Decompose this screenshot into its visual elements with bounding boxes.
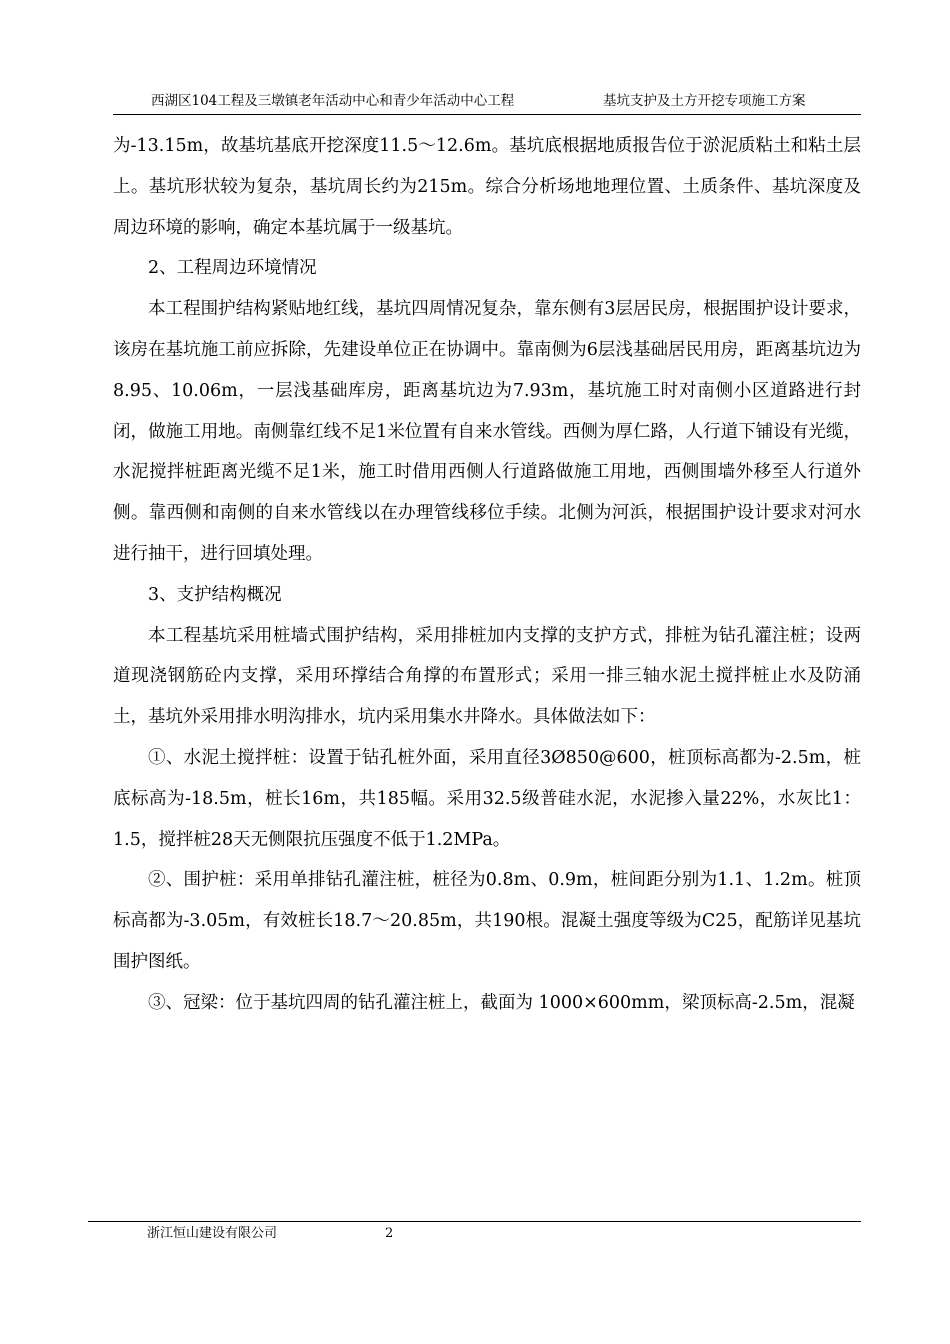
footer-divider	[88, 1221, 861, 1222]
paragraph-retaining-pile: ②、围护桩：采用单排钻孔灌注桩，桩径为0.8m、0.9m，桩间距分别为1.1、1.2m。桩顶标高都为-3.05m，有效桩长18.7～20.85m，共190根。混凝土强度等级为C25，配筋详见基坑围护图纸。	[113, 870, 861, 972]
section-heading-surroundings: 2、工程周边环境情况	[148, 258, 317, 279]
page-number: 2	[385, 1226, 394, 1241]
header-divider	[113, 114, 861, 115]
paragraph-support-overview: 本工程基坑采用桩墙式围护结构，采用排桩加内支撑的支护方式，排桩为钻孔灌注桩；设两道现浇钢筋砼内支撑，采用环撑结合角撑的布置形式；采用一排三轴水泥土搅拌桩止水及防涌土，基坑外采用排水明沟排水，坑内采用集水井降水。具体做法如下：	[113, 625, 861, 728]
body-text	[113, 126, 861, 1024]
header-project-title: 西湖区104工程及三墩镇老年活动中心和青少年活动中心工程	[151, 93, 515, 109]
paragraph-crown-beam: ③、冠梁：位于基坑四周的钻孔灌注桩上，截面为 1000×600mm，梁顶标高-2.5m，混凝	[148, 992, 855, 1013]
header-document-title: 基坑支护及土方开挖专项施工方案	[603, 93, 806, 109]
paragraph-mixing-pile: ①、水泥土搅拌桩：设置于钻孔桩外面，采用直径3Ø850@600，桩顶标高都为-2.5m，桩底标高为-18.5m，桩长16m，共185幅。采用32.5级普硅水泥，水泥掺入量22%，水灰比1：1.5，搅拌桩28天无侧限抗压强度不低于1.2MPa。	[113, 747, 861, 850]
footer-company: 浙江恒山建设有限公司	[147, 1226, 278, 1241]
paragraph-continuation: 为-13.15m，故基坑基底开挖深度11.5～12.6m。基坑底根据地质报告位于淤泥质粘土和粘土层上。基坑形状较为复杂，基坑周长约为215m。综合分析场地地理位置、土质条件、基坑深度及周边环境的影响，确定本基坑属于一级基坑。	[113, 136, 861, 238]
page-header	[113, 90, 861, 112]
paragraph-surroundings: 本工程围护结构紧贴地红线，基坑四周情况复杂，靠东侧有3层居民房，根据围护设计要求，该房在基坑施工前应拆除，先建设单位正在协调中。靠南侧为6层浅基础居民用房，距离基坑边为8.95、10.06m，一层浅基础库房，距离基坑边为7.93m，基坑施工时对南侧小区道路进行封闭，做施工用地。南侧靠红线不足1米位置有自来水管线。西侧为厚仁路，人行道下铺设有光缆，水泥搅拌桩距离光缆不足1米，施工时借用西侧人行道路做施工用地，西侧围墙外移至人行道外侧。靠西侧和南侧的自来水管线以在办理管线移位手续。北侧为河浜，根据围护设计要求对河水进行抽干，进行回填处理。	[113, 299, 861, 564]
section-heading-support: 3、支护结构概况	[148, 584, 282, 605]
